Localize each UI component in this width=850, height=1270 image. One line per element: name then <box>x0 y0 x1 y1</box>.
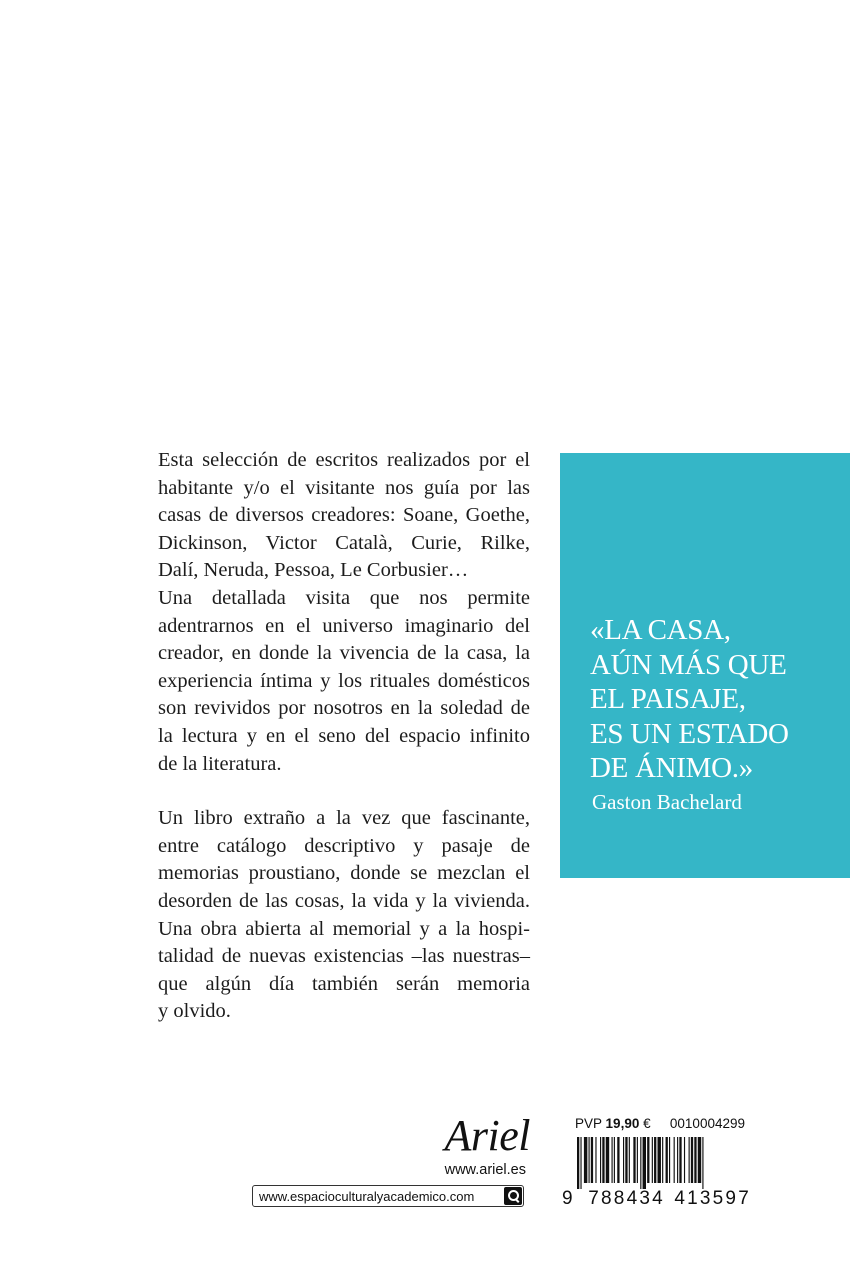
barcode-bar <box>652 1137 653 1183</box>
blurb-line: memorias proustiano, donde se mezclan el <box>158 862 530 885</box>
quote-box <box>560 453 850 878</box>
blurb-line: entre catálogo descriptivo y pasaje de <box>158 834 530 857</box>
barcode-bar <box>633 1137 635 1183</box>
quote-text <box>590 613 840 786</box>
barcode-bar <box>677 1137 678 1183</box>
quote-line: DE ÁNIMO.» <box>590 752 753 784</box>
barcode-bar <box>637 1137 638 1183</box>
barcode-bar <box>640 1137 641 1189</box>
blurb-line: son revividos por nosotros en la soledad de <box>158 697 530 720</box>
barcode-bar <box>606 1137 609 1183</box>
price-currency: € <box>643 1116 651 1131</box>
barcode-bar <box>666 1137 668 1183</box>
blurb-line: Esta selección de escritos realizados por el <box>158 449 530 471</box>
barcode-bar <box>629 1137 630 1183</box>
blurb-line: creador, en donde la vivencia de la casa, la <box>158 642 530 665</box>
site-url[interactable]: www.espacioculturalyacademico.com <box>259 1188 475 1204</box>
blurb-line: Un libro extraño a la vez que fascinante, <box>158 807 530 830</box>
barcode-bar <box>589 1137 590 1183</box>
quote-author: Gaston Bachelard <box>592 790 742 814</box>
barcode-group-1: 788434 <box>588 1188 665 1209</box>
barcode <box>576 1137 744 1189</box>
price-label <box>575 1116 651 1131</box>
blurb-line: habitante y/o el visitante nos guía por las <box>158 476 530 499</box>
barcode-bar <box>643 1137 646 1189</box>
barcode-bar <box>623 1137 624 1183</box>
quote-line: ES UN ESTADO <box>590 717 789 750</box>
blurb-line: desorden de las cosas, la vida y la vivienda. <box>158 889 530 912</box>
barcode-bar <box>602 1137 604 1183</box>
quote-line: AÚN MÁS QUE <box>590 648 787 681</box>
blurb-line: Dalí, Neruda, Pessoa, Le Corbusier… <box>158 559 469 582</box>
barcode-bar <box>691 1137 693 1183</box>
barcode-bar <box>584 1137 587 1183</box>
price-row <box>575 1116 745 1131</box>
blurb-line: Una obra abierta al memorial y a la hospi- <box>158 917 530 940</box>
product-code: 0010004299 <box>669 1116 745 1131</box>
barcode-bar <box>614 1137 615 1183</box>
barcode-bar <box>674 1137 675 1183</box>
barcode-digits <box>562 1188 751 1210</box>
barcode-bar <box>595 1137 596 1183</box>
barcode-bar <box>694 1137 696 1183</box>
blurb-line: que algún día también serán memoria <box>158 972 530 995</box>
barcode-bar <box>647 1137 649 1183</box>
blurb-line: talidad de nuevas existencias –las nuestras– <box>158 945 530 968</box>
barcode-first-digit: 9 <box>562 1188 575 1209</box>
blurb-paragraph-2 <box>158 805 530 1026</box>
blurb-line: Dickinson, Victor Català, Curie, Rilke, <box>158 531 530 554</box>
search-icon[interactable] <box>504 1187 522 1205</box>
barcode-bar <box>662 1137 663 1183</box>
barcode-bar <box>617 1137 619 1183</box>
quote-line: EL PAISAJE, <box>590 683 746 715</box>
barcode-bar <box>600 1137 601 1183</box>
barcode-bar <box>684 1137 685 1183</box>
blurb-line: la lectura y en el seno del espacio infinito <box>158 724 530 747</box>
barcode-bar <box>658 1137 661 1183</box>
site-search-box[interactable] <box>252 1185 524 1207</box>
barcode-bar <box>580 1137 581 1189</box>
barcode-bar <box>591 1137 593 1183</box>
barcode-bar <box>702 1137 703 1189</box>
quote-line: «LA CASA, <box>590 614 731 646</box>
barcode-bar <box>669 1137 670 1183</box>
blurb-line: de la literatura. <box>158 752 282 775</box>
back-cover-blurb <box>158 447 530 1026</box>
publisher-logo: Ariel <box>444 1111 530 1160</box>
blurb-line: casas de diversos creadores: Soane, Goethe, <box>158 504 530 527</box>
pvp-label: PVP <box>575 1116 602 1131</box>
barcode-group-2: 413597 <box>674 1188 751 1209</box>
blurb-paragraph-1 <box>158 447 530 778</box>
barcode-bar <box>577 1137 579 1189</box>
blurb-line: Una detallada visita que nos permite <box>158 586 530 609</box>
blurb-line: experiencia íntima y los rituales domésticos <box>158 669 530 692</box>
blurb-line: y olvido. <box>158 1000 231 1023</box>
publisher-url[interactable]: www.ariel.es <box>444 1162 526 1178</box>
barcode-bar <box>612 1137 613 1183</box>
barcode-bar <box>654 1137 656 1183</box>
barcode-bar <box>689 1137 690 1183</box>
barcode-bar <box>679 1137 681 1183</box>
barcode-bar <box>625 1137 627 1183</box>
blurb-line: adentrarnos en el universo imaginario del <box>158 614 530 637</box>
price-amount: 19,90 <box>605 1116 640 1131</box>
barcode-bar <box>698 1137 701 1183</box>
